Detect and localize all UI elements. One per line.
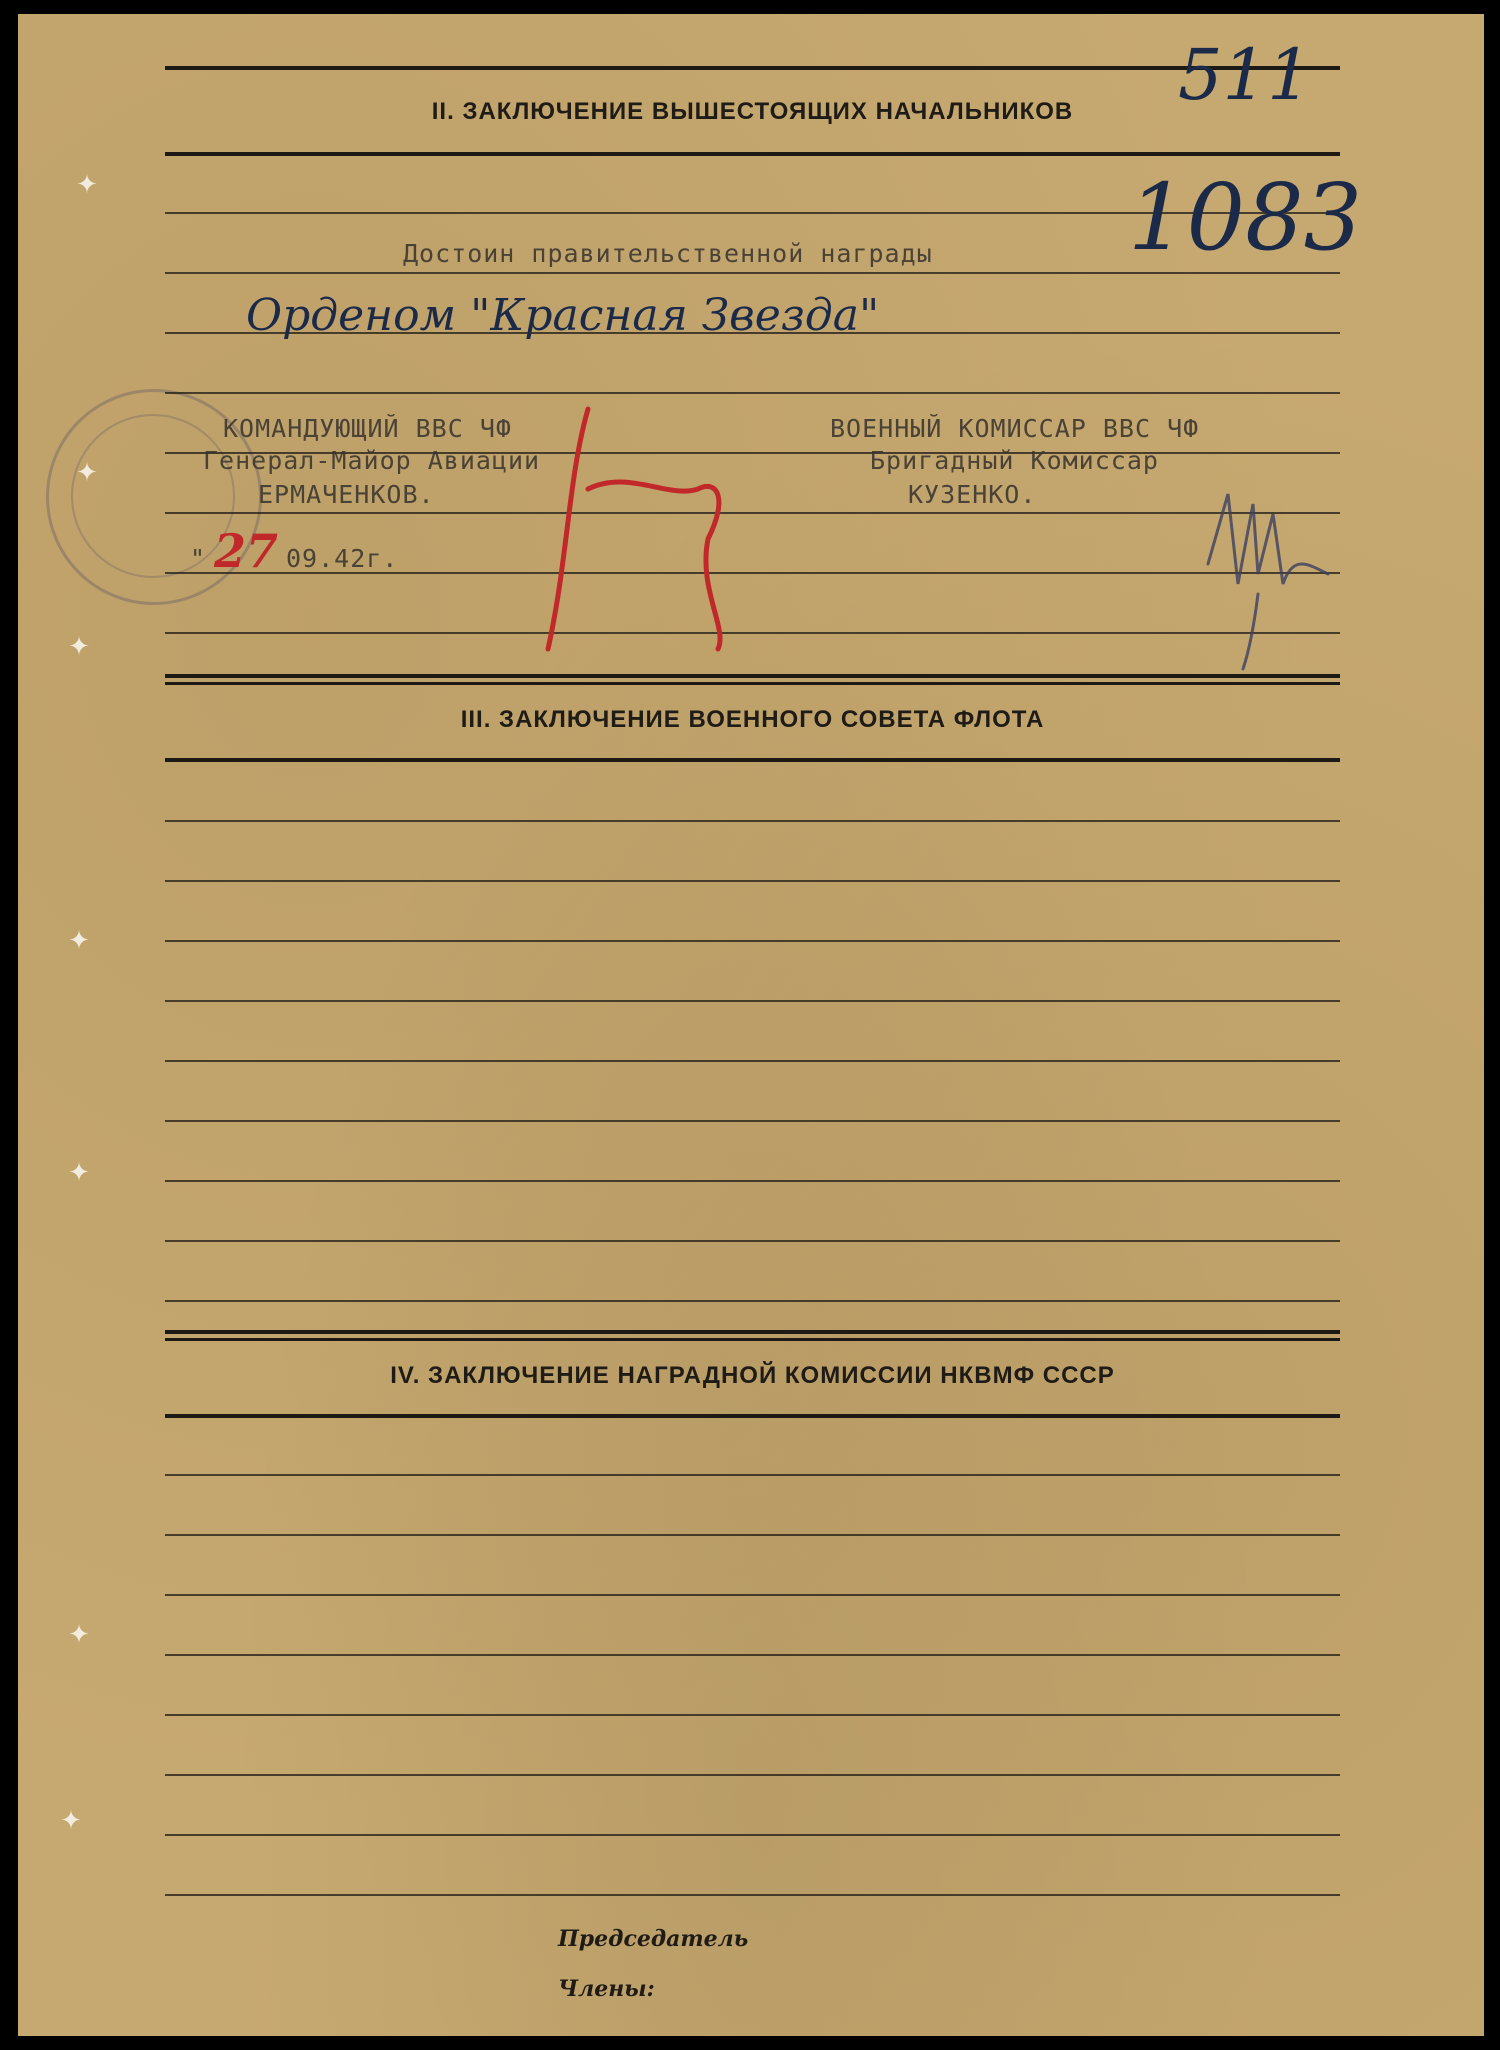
form-line: [165, 1300, 1340, 1302]
date-day-handwritten: 27: [214, 524, 279, 578]
punch-hole-icon: ✦: [68, 1620, 90, 1650]
red-signature: [528, 399, 758, 659]
form-line: [165, 1834, 1340, 1836]
section-3-title: III. ЗАКЛЮЧЕНИЕ ВОЕННОГО СОВЕТА ФЛОТА: [460, 706, 1045, 733]
punch-hole-icon: ✦: [68, 926, 90, 956]
form-line: [165, 1000, 1340, 1002]
form-line: [165, 1594, 1340, 1596]
blue-signature: [1198, 474, 1338, 674]
top-border-rule: [165, 66, 1340, 70]
worthy-of-award-text: Достоин правительственной награды: [403, 239, 933, 268]
form-line: [165, 1894, 1340, 1896]
punch-hole-icon: ✦: [60, 1806, 82, 1836]
date-rest: 09.42г.: [286, 544, 399, 573]
form-line: [165, 1654, 1340, 1656]
section-2-rule: [165, 152, 1340, 156]
form-line: [165, 1774, 1340, 1776]
punch-hole-icon: ✦: [76, 458, 98, 488]
commander-name: ЕРМАЧЕНКОВ.: [258, 480, 435, 509]
form-line: [165, 880, 1340, 882]
commissar-rank: Бригадный Комиссар: [870, 446, 1159, 475]
form-line: [165, 1534, 1340, 1536]
award-handwritten: Орденом "Красная Звезда": [246, 290, 880, 341]
form-line: [165, 940, 1340, 942]
punch-hole-icon: ✦: [68, 1158, 90, 1188]
commissar-title: ВОЕННЫЙ КОМИССАР ВВС ЧФ: [830, 414, 1200, 443]
commander-rank: Генерал-Майор Авиации: [203, 446, 541, 475]
chairman-label: Председатель: [558, 1926, 749, 1952]
form-line: [165, 1474, 1340, 1476]
form-line: [165, 1060, 1340, 1062]
punch-hole-icon: ✦: [68, 632, 90, 662]
award-sheet: [18, 14, 1484, 2036]
form-line: [165, 1120, 1340, 1122]
form-line: [165, 1240, 1340, 1242]
form-line: [165, 392, 1340, 394]
punch-hole-icon: ✦: [76, 170, 98, 200]
section-3-top-rule: [165, 674, 1340, 678]
section-3-top-rule-2: [165, 682, 1340, 685]
section-4-rule: [165, 1414, 1340, 1418]
section-4-top-rule: [165, 1330, 1340, 1334]
form-line: [165, 820, 1340, 822]
form-line: [165, 272, 1340, 274]
section-4-top-rule-2: [165, 1338, 1340, 1341]
archive-number-top: 511: [1178, 34, 1312, 116]
date-quote: ": [190, 544, 207, 573]
commander-title: КОМАНДУЮЩИЙ ВВС ЧФ: [223, 414, 512, 443]
archive-number-main: 1083: [1128, 164, 1363, 271]
section-4-title: IV. ЗАКЛЮЧЕНИЕ НАГРАДНОЙ КОМИССИИ НКВМФ СССР: [390, 1362, 1115, 1389]
members-label: Члены:: [558, 1976, 655, 2002]
section-2-title: II. ЗАКЛЮЧЕНИЕ ВЫШЕСТОЯЩИХ НАЧАЛЬНИКОВ: [431, 98, 1074, 125]
section-3-rule: [165, 758, 1340, 762]
form-line: [165, 1714, 1340, 1716]
commissar-name: КУЗЕНКО.: [908, 480, 1037, 509]
form-line: [165, 1180, 1340, 1182]
